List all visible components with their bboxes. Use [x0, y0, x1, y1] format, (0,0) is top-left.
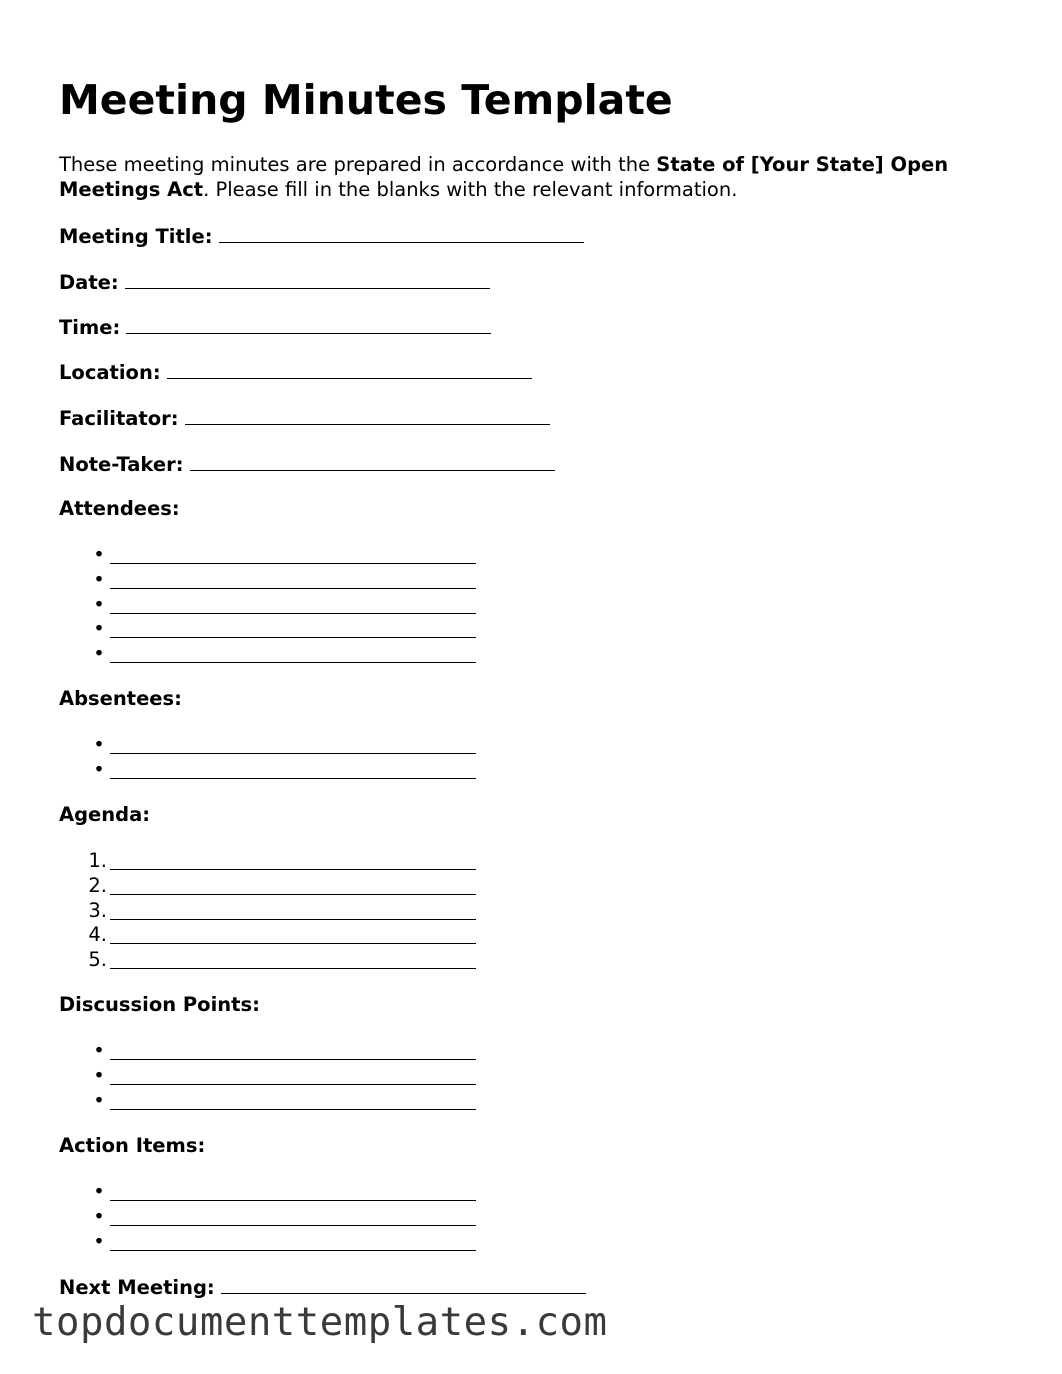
- agenda-blank[interactable]: [110, 894, 476, 895]
- agenda-blank[interactable]: [110, 943, 476, 944]
- absentee-blank[interactable]: [110, 778, 476, 779]
- facilitator-blank[interactable]: [185, 406, 550, 425]
- agenda-number: 4.: [88, 923, 107, 947]
- attendee-blank[interactable]: [110, 637, 476, 638]
- bullet-glyph: •: [93, 617, 105, 641]
- bullet-glyph: •: [93, 757, 105, 781]
- action-items-heading: Action Items:: [59, 1134, 206, 1157]
- attendee-blank[interactable]: [110, 563, 476, 564]
- location-blank[interactable]: [167, 360, 532, 379]
- absentee-blank[interactable]: [110, 753, 476, 754]
- attendee-blank[interactable]: [110, 613, 476, 614]
- date-label: Date:: [59, 271, 119, 294]
- agenda-number: 1.: [88, 849, 107, 872]
- facilitator-label: Facilitator:: [59, 407, 179, 430]
- bullet-glyph: •: [93, 592, 105, 616]
- absentees-heading: Absentees:: [59, 687, 182, 710]
- agenda-blank[interactable]: [110, 869, 476, 870]
- time-field: [59, 315, 491, 340]
- meeting-title-field: [59, 224, 584, 249]
- action-item-blank[interactable]: [110, 1250, 476, 1251]
- attendee-blank[interactable]: [110, 662, 476, 663]
- intro-paragraph: [59, 152, 989, 202]
- discussion-point-blank[interactable]: [110, 1084, 476, 1085]
- discussion-point-blank[interactable]: [110, 1109, 476, 1110]
- time-blank[interactable]: [126, 315, 491, 334]
- action-item-blank[interactable]: [110, 1225, 476, 1226]
- intro-bold-act: State of [Your State] Open Meetings Act: [59, 153, 949, 201]
- location-label: Location:: [59, 361, 161, 384]
- intro-text-before: These meeting minutes are prepared in accordance with the: [59, 153, 657, 176]
- bullet-glyph: •: [93, 1180, 105, 1203]
- bullet-glyph: •: [93, 1204, 105, 1228]
- watermark: topdocumenttemplates.com: [32, 1300, 608, 1345]
- next-meeting-field: [59, 1275, 586, 1300]
- next-meeting-blank[interactable]: [221, 1275, 586, 1294]
- note-taker-field: [59, 452, 555, 477]
- attendees-heading: Attendees:: [59, 497, 180, 520]
- meeting-title-label: Meeting Title:: [59, 225, 213, 248]
- bullet-glyph: •: [93, 733, 105, 756]
- agenda-number: 5.: [88, 948, 107, 972]
- agenda-heading: Agenda:: [59, 803, 151, 826]
- time-label: Time:: [59, 316, 121, 339]
- facilitator-field: [59, 406, 550, 431]
- agenda-number: 2.: [88, 873, 107, 897]
- bullet-glyph: •: [93, 1039, 105, 1062]
- bullet-glyph: •: [93, 1088, 105, 1112]
- date-field: [59, 270, 490, 295]
- note-taker-label: Note-Taker:: [59, 453, 184, 476]
- discussion-point-blank[interactable]: [110, 1059, 476, 1060]
- next-meeting-label: Next Meeting:: [59, 1276, 215, 1299]
- location-field: [59, 360, 532, 385]
- note-taker-blank[interactable]: [190, 452, 555, 471]
- bullet-glyph: •: [93, 567, 105, 591]
- bullet-glyph: •: [93, 543, 105, 566]
- agenda-number: 3.: [88, 898, 107, 922]
- bullet-glyph: •: [93, 1229, 105, 1253]
- discussion-points-heading: Discussion Points:: [59, 993, 260, 1016]
- agenda-blank[interactable]: [110, 968, 476, 969]
- date-blank[interactable]: [125, 270, 490, 289]
- page-title: Meeting Minutes Template: [59, 76, 673, 124]
- attendee-blank[interactable]: [110, 588, 476, 589]
- meeting-title-blank[interactable]: [219, 224, 584, 243]
- action-item-blank[interactable]: [110, 1200, 476, 1201]
- intro-text-after: . Please fill in the blanks with the relevant information.: [203, 178, 738, 201]
- agenda-blank[interactable]: [110, 919, 476, 920]
- bullet-glyph: •: [93, 642, 105, 666]
- bullet-glyph: •: [93, 1063, 105, 1087]
